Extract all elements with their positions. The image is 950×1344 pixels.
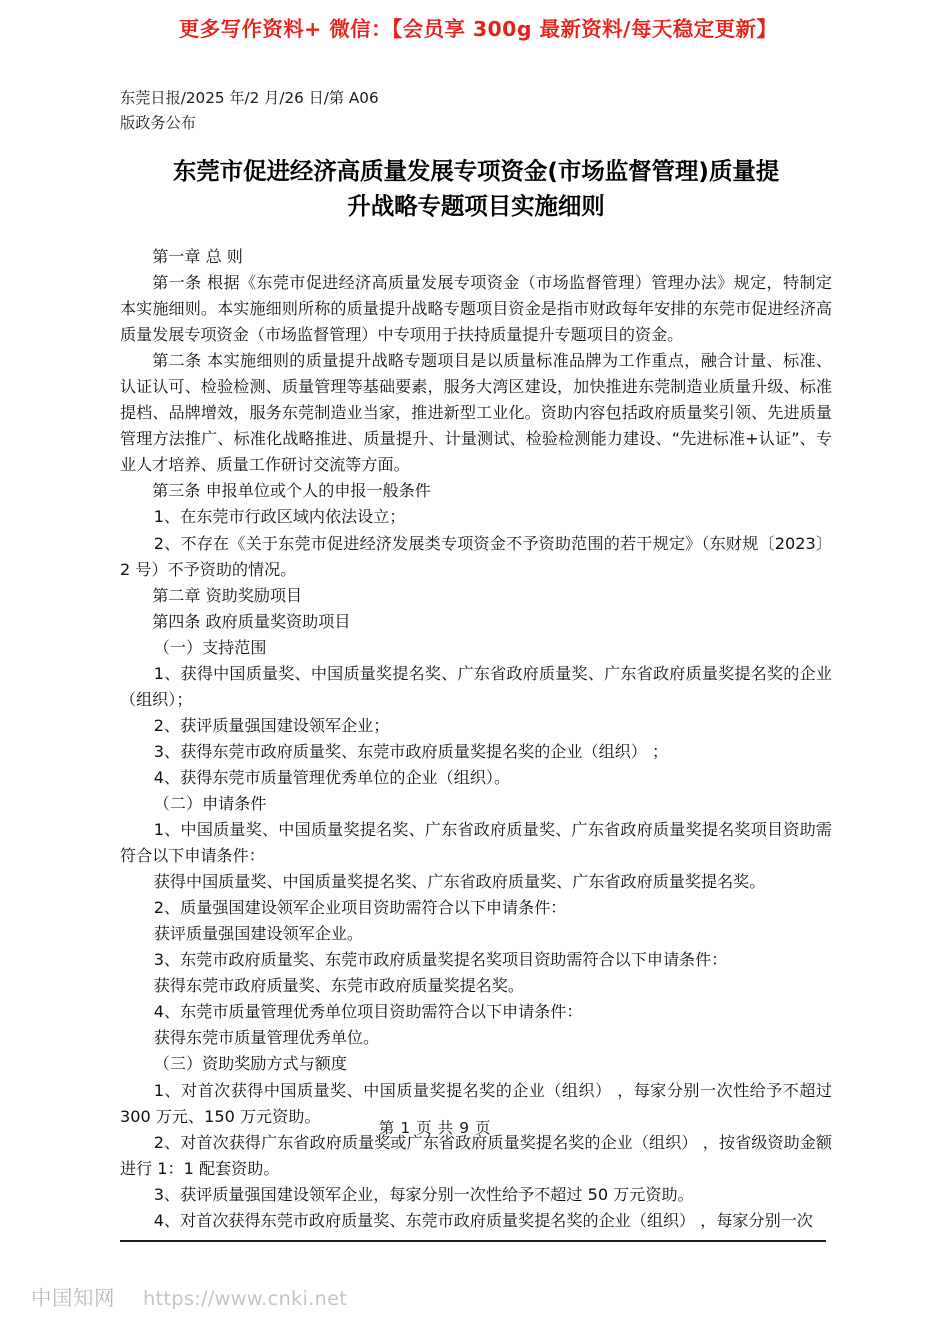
masthead-line-source: 东莞日报/2025 年/2 月/26 日/第 A06 (120, 89, 379, 107)
body-paragraph: 获得东莞市质量管理优秀单位。 (153, 1028, 380, 1048)
body-paragraph: 获评质量强国建设领军企业。 (153, 924, 364, 944)
body-paragraph: 第四条 政府质量奖资助项目 (152, 611, 351, 631)
body-paragraph: 获得东莞市政府质量奖、东莞市政府质量奖提名奖。 (153, 976, 524, 996)
body-paragraph: 3、获评质量强国建设领军企业，每家分别一次性给予不超过 50 万元资助。 (153, 1184, 694, 1204)
body-paragraph: 2、对首次获得广东省政府质量奖或广东省政府质量奖提名奖的企业（组织） ，按省级资助金额进行 1：1 配套资助。 (120, 1132, 832, 1178)
body-paragraph: 2、不存在《关于东莞市促进经济发展类专项资金不予资助范围的若干规定》（东财规〔2023〕2 号）不予资助的情况。 (120, 533, 832, 579)
body-paragraph: 第一条 根据《东莞市促进经济高质量发展专项资金（市场监督管理）管理办法》规定，特制定本实施细则。本实施细则所称的质量提升战略专题项目资金是指市财政每年安排的东莞市促进经济高质量发展专项资金（市场监督管理）中专项用于扶持质量提升专题项目的资金。 (120, 273, 832, 345)
body-paragraph: 第二章 资助奖励项目 (152, 585, 303, 605)
body-paragraph: 第二条 本实施细则的质量提升战略专题项目是以质量标准品牌为工作重点，融合计量、标准、认证认可、检验检测、质量管理等基础要素，服务大湾区建设，加快推进东莞制造业质量升级、标准提档、品牌增效，服务东莞制造业当家，推进新型工业化。资助内容包括政府质量奖引领、先进质量管理方法推广、标准化战略推进、质量提升、计量测试、检验检测能力建设、“先进标准+认证”、专业人才培养、质量工作研讨交流等方面。 (120, 351, 832, 475)
masthead-line-section: 版政务公布 (120, 114, 196, 132)
body-paragraph: 第三条 申报单位或个人的申报一般条件 (152, 481, 431, 501)
footer-divider (120, 1240, 826, 1242)
page-number: 第 1 页 共 9 页 (378, 1119, 492, 1137)
body-paragraph: 1、在东莞市行政区域内依法设立； (153, 507, 406, 527)
masthead (120, 86, 832, 136)
body-paragraph: 3、获得东莞市政府质量奖、东莞市政府质量奖提名奖的企业（组织） ； (153, 741, 669, 761)
body-paragraph: 4、东莞市质量管理优秀单位项目资助需符合以下申请条件： (153, 1002, 583, 1022)
promo-banner (0, 0, 950, 58)
body-paragraph: 1、中国质量奖、中国质量奖提名奖、广东省政府质量奖、广东省政府质量奖提名奖项目资助需符合以下申请条件： (120, 820, 832, 866)
body-paragraph: 4、对首次获得东莞市政府质量奖、东莞市政府质量奖提名奖的企业（组织） ，每家分别一次 (153, 1210, 813, 1230)
body-paragraph: （三）资助奖励方式与额度 (153, 1054, 347, 1074)
document-body (120, 244, 832, 1234)
body-paragraph: 获得中国质量奖、中国质量奖提名奖、广东省政府质量奖、广东省政府质量奖提名奖。 (153, 872, 766, 892)
body-paragraph: 1、获得中国质量奖、中国质量奖提名奖、广东省政府质量奖、广东省政府质量奖提名奖的企业（组织）； (120, 663, 832, 709)
body-paragraph: 1、对首次获得中国质量奖、中国质量奖提名奖的企业（组织） ，每家分别一次性给予不超过 300 万元、150 万元资助。 (120, 1080, 832, 1126)
body-paragraph: （一）支持范围 (153, 637, 267, 657)
body-paragraph: 3、东莞市政府质量奖、东莞市政府质量奖提名奖项目资助需符合以下申请条件： (153, 950, 728, 970)
cnki-logo-text: 中国知网 (31, 1286, 115, 1310)
body-paragraph: 2、质量强国建设领军企业项目资助需符合以下申请条件： (153, 898, 567, 918)
body-paragraph: 2、获评质量强国建设领军企业； (153, 715, 390, 735)
promo-banner-text: 更多写作资料+ 微信：【会员享 300g 最新资料/每天稳定更新】 (178, 16, 778, 41)
body-paragraph: 第一章 总 则 (152, 247, 243, 266)
body-paragraph: 4、获得东莞市质量管理优秀单位的企业（组织）。 (153, 767, 511, 787)
page-title-line-2: 升战略专题项目实施细则 (347, 192, 605, 220)
page-title-line-1: 东莞市促进经济高质量发展专项资金(市场监督管理)质量提 (172, 157, 780, 185)
document-content (120, 86, 832, 1234)
page-title (120, 154, 832, 224)
cnki-url-text[interactable]: https://www.cnki.net (143, 1287, 348, 1310)
body-paragraph: （二）申请条件 (153, 793, 267, 813)
cnki-watermark (31, 1288, 347, 1309)
